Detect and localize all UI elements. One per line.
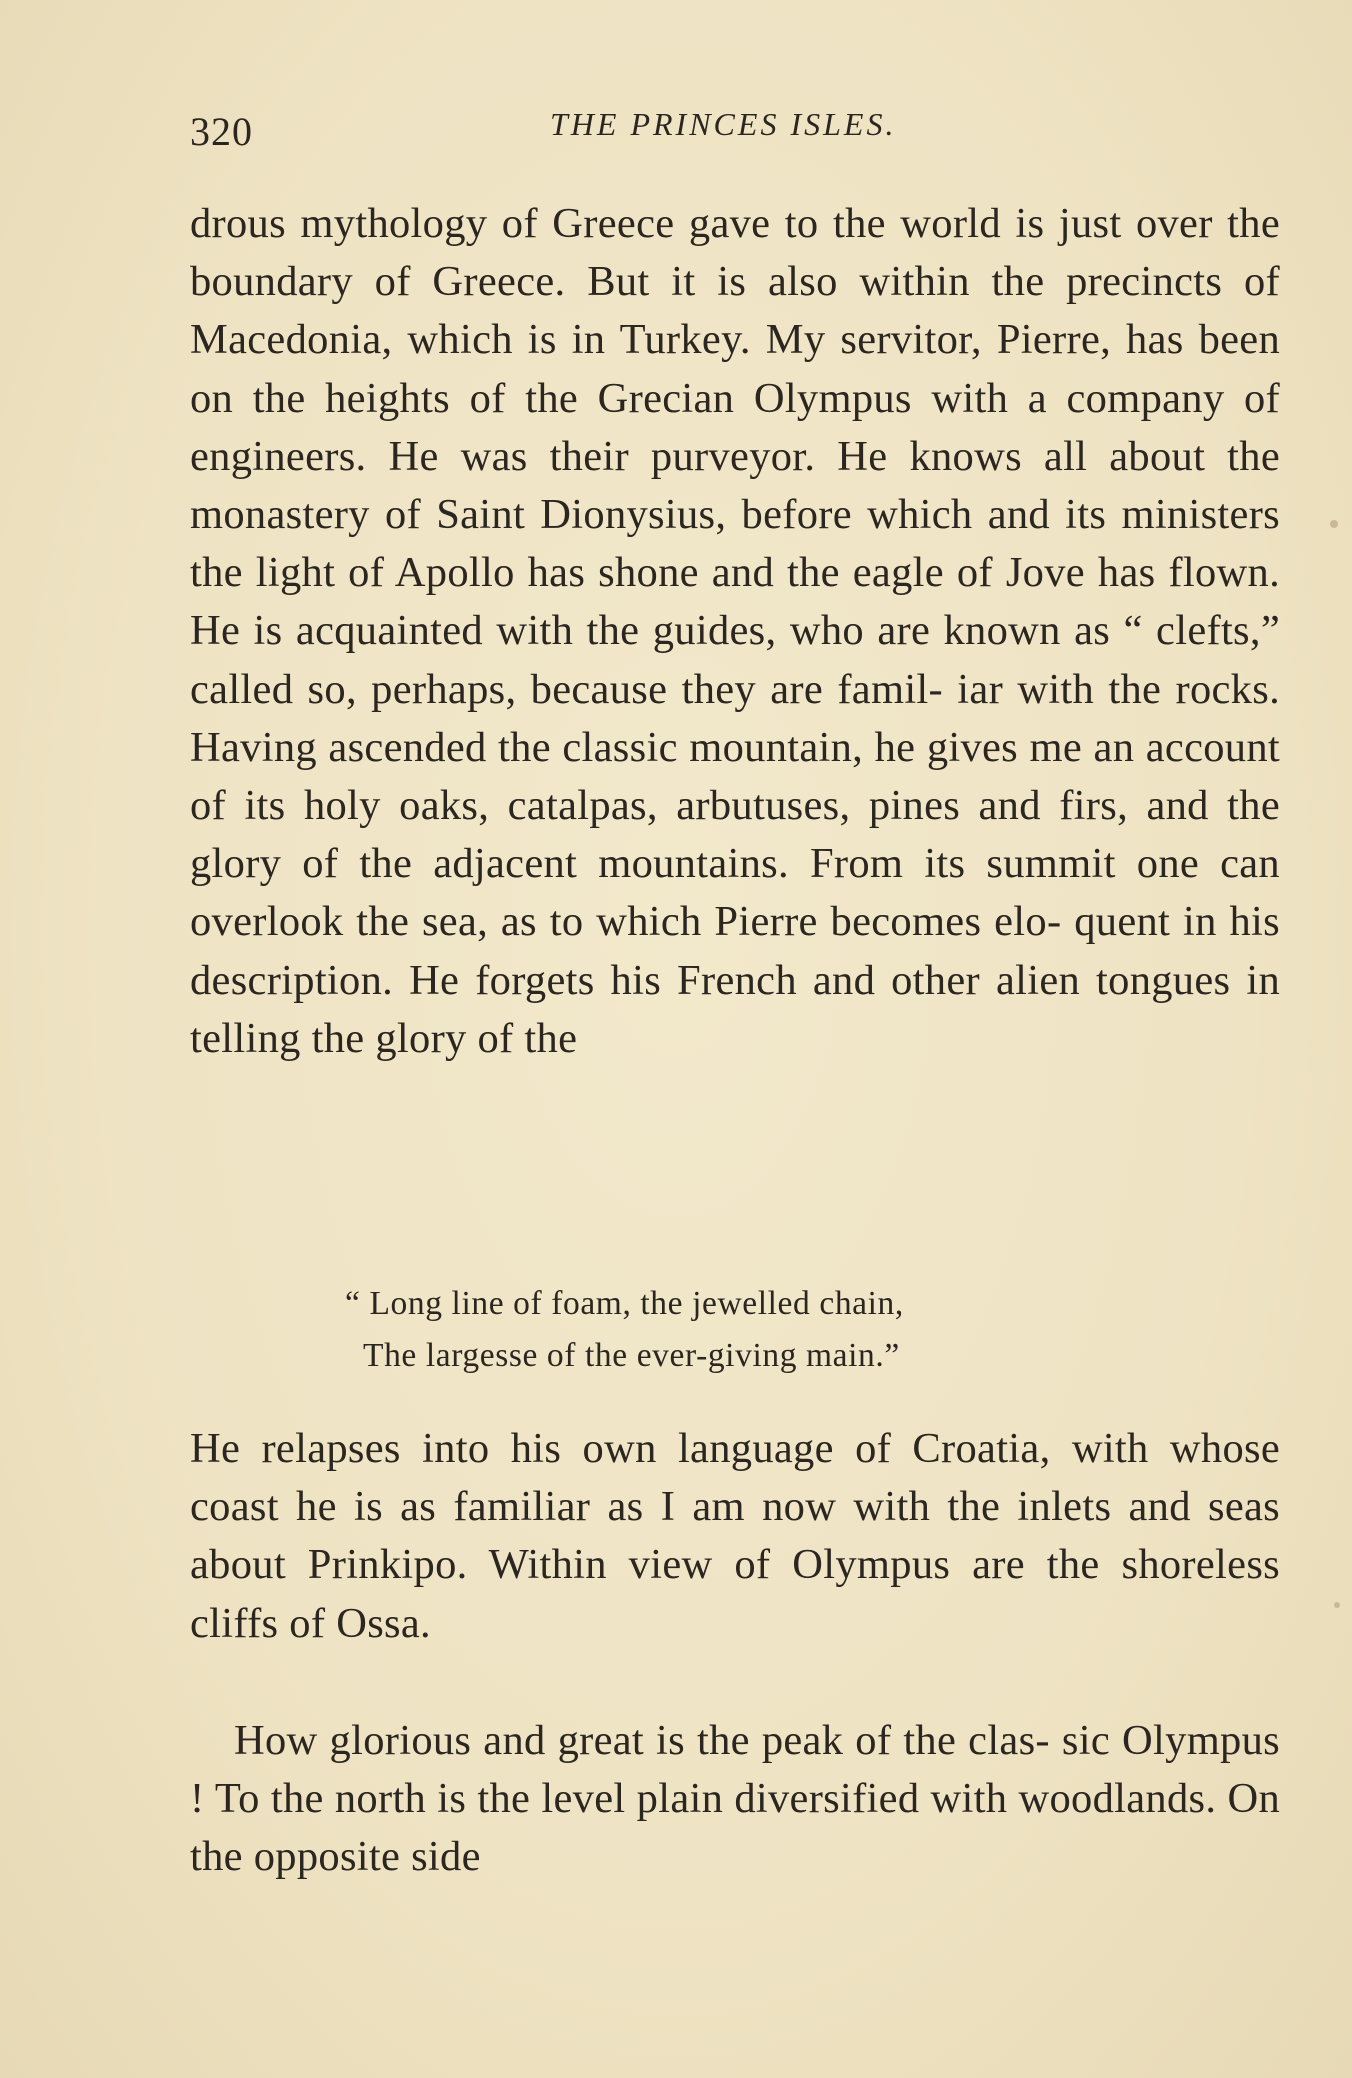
paragraph-2: He relapses into his own language of Croatia, with whose coast he is as familiar as I am now with the inlets and seas about Prinkipo. Within view of Olympus are the shoreless cliffs of Ossa. [190, 1425, 1280, 1647]
paragraph-3: How glorious and great is the peak of the clas- sic Olympus ! To the north is the level plain diversified with woodlands. On the opposite side [190, 1717, 1280, 1881]
verse-line-2: The largesse of the ever-giving main.” [363, 1337, 900, 1374]
paper-speck [1330, 520, 1338, 528]
running-title: THE PRINCES ISLES. [550, 106, 897, 142]
verse-quotation [345, 1278, 1145, 1382]
verse-line-1: “ Long line of foam, the jewelled chain, [345, 1285, 904, 1322]
page-header [190, 104, 1272, 154]
page-number: 320 [190, 109, 253, 154]
paper-speck [1334, 1602, 1340, 1608]
paragraph-1: drous mythology of Greece gave to the world is just over the boundary of Greece. But it is also within the precincts of Macedonia, which is in Turkey. My servitor, Pierre, has been on the heights of the Grecian Olympus with a company of engineers. He was their purveyor. He knows all about the monastery of Saint Dionysius, before which and its ministers the light of Apollo has shone and the eagle of Jove has flown. He is acquainted with the guides, who are known as “ clefts,” called so, perhaps, because they are famil- iar with the rocks. Having ascended the classic mountain, he gives me an account of its holy oaks, catalpas, arbutuses, pines and firs, and the glory of the adjacent mountains. From its summit one can overlook the sea, as to which Pierre becomes elo- quent in his description. He forgets his French and other alien tongues in telling the glory of the [190, 200, 1280, 1062]
